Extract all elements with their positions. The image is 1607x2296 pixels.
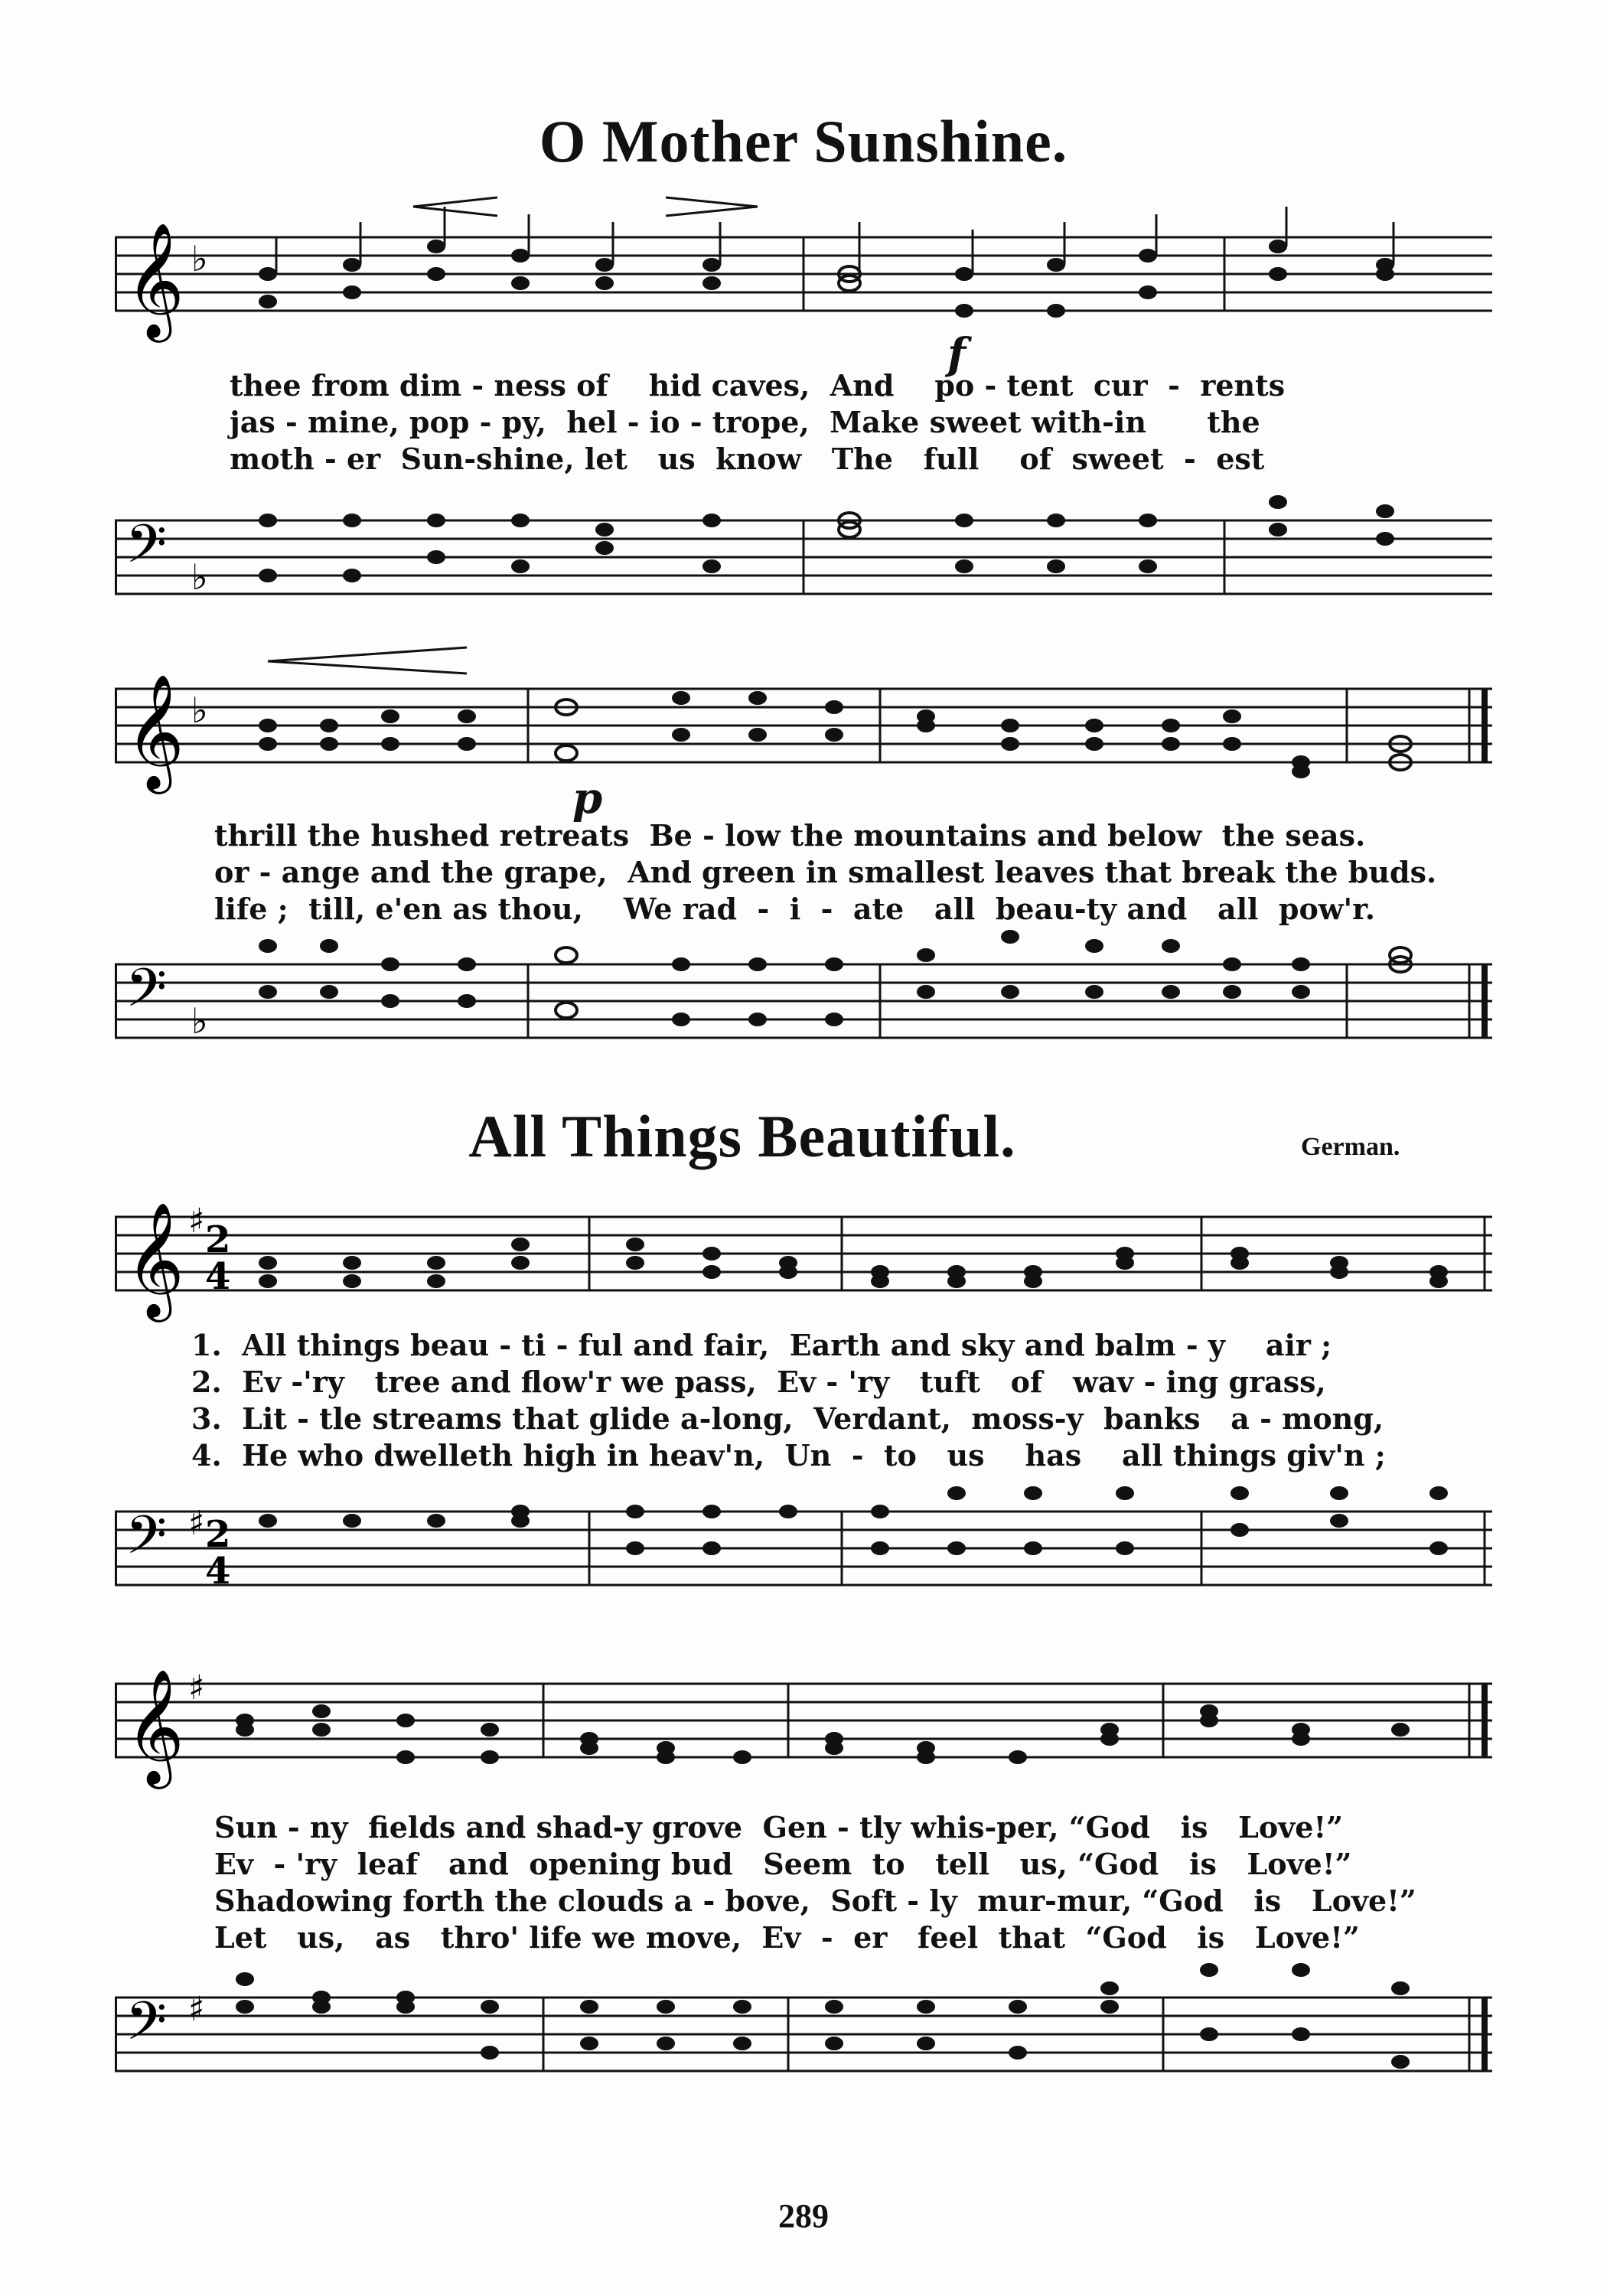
sharp-icon: ♯ bbox=[188, 1202, 205, 1241]
lyric-line-hymn1-s2-v1: thrill the hushed retreats Be - low the mountains and below the seas. bbox=[214, 818, 1366, 853]
hymn-title-mother-sunshine: O Mother Sunshine. bbox=[539, 108, 1068, 174]
bass-clef-icon: 𝄢 bbox=[125, 513, 168, 588]
time-signature-bottom: 4 bbox=[205, 1550, 231, 1593]
bass-clef-icon: 𝄢 bbox=[125, 1990, 168, 2065]
decrescendo-icon bbox=[666, 197, 758, 216]
time-signature-bottom: 4 bbox=[205, 1255, 231, 1298]
treble-staff-hymn1-system1 bbox=[115, 191, 1500, 367]
bass-staff-hymn2-system1 bbox=[115, 1473, 1500, 1626]
hymn-title-all-things-beautiful: All Things Beautiful. bbox=[468, 1103, 1016, 1169]
treble-clef-icon: 𝄞 bbox=[125, 673, 184, 789]
treble-notes-hymn2-system2 bbox=[236, 1704, 1410, 1764]
treble-clef-icon: 𝄞 bbox=[125, 1668, 184, 1784]
treble-notes-hymn1-system2 bbox=[259, 691, 1411, 778]
flat-icon: ♭ bbox=[191, 1000, 208, 1042]
sharp-icon: ♯ bbox=[188, 1504, 205, 1543]
bass-staff-hymn2-system2 bbox=[115, 1952, 1500, 2128]
bass-staff-hymn1-system1 bbox=[115, 482, 1500, 651]
lyric-line-hymn2-s2-v3: Shadowing forth the clouds a - bove, Soft - ly mur-mur, “God is Love!” bbox=[214, 1883, 1416, 1918]
bass-staff-hymn1-system2 bbox=[115, 926, 1500, 1094]
sharp-icon: ♯ bbox=[188, 1668, 205, 1707]
lyric-line-hymn2-s1-v4: 4. He who dwelleth high in heav'n, Un - to us has all things giv'n ; bbox=[191, 1438, 1386, 1473]
lyric-line-hymn1-s1-v2: jas - mine, pop - py, hel - io - trope, Make sweet with-in the bbox=[230, 405, 1260, 439]
bass-notes-hymn2-system1 bbox=[259, 1486, 1448, 1555]
time-signature-top: 2 bbox=[205, 1218, 231, 1261]
treble-clef-icon: 𝄞 bbox=[125, 221, 184, 338]
treble-notes-hymn2-system1 bbox=[259, 1238, 1448, 1288]
lyric-line-hymn2-s2-v4: Let us, as thro' life we move, Ev - er feel that “God is Love!” bbox=[214, 1920, 1360, 1955]
dynamic-forte: f bbox=[947, 329, 966, 380]
lyric-line-hymn2-s2-v2: Ev - 'ry leaf and opening bud Seem to tell us, “God is Love!” bbox=[214, 1847, 1352, 1881]
treble-clef-icon: 𝄞 bbox=[125, 1201, 184, 1317]
dynamic-piano: p bbox=[572, 773, 603, 823]
lyric-line-hymn2-s1-v2: 2. Ev -'ry tree and flow'r we pass, Ev - 'ry tuft of wav - ing grass, bbox=[191, 1365, 1326, 1399]
lyric-line-hymn2-s1-v1: 1. All things beau - ti - ful and fair, Earth and sky and balm - y air ; bbox=[191, 1328, 1332, 1362]
bass-clef-icon: 𝄢 bbox=[125, 1504, 168, 1579]
time-signature-top: 2 bbox=[205, 1513, 231, 1556]
hymn-source-attribution: German. bbox=[1301, 1133, 1400, 1161]
crescendo-icon bbox=[413, 197, 497, 216]
lyric-line-hymn1-s1-v3: moth - er Sun-shine, let us know The full of sweet - est bbox=[230, 442, 1265, 476]
lyric-line-hymn2-s1-v3: 3. Lit - tle streams that glide a-long, Verdant, moss-y banks a - mong, bbox=[191, 1401, 1384, 1436]
lyric-line-hymn2-s2-v1: Sun - ny fields and shad-y grove Gen - tly whis-per, “God is Love!” bbox=[214, 1810, 1344, 1844]
treble-staff-hymn1-system2 bbox=[115, 643, 1500, 819]
sharp-icon: ♯ bbox=[188, 1990, 205, 2029]
page-number: 289 bbox=[778, 2197, 829, 2235]
lyric-line-hymn1-s2-v3: life ; till, e'en as thou, We rad - i - ate all beau-ty and all pow'r. bbox=[214, 892, 1375, 926]
crescendo-icon bbox=[268, 647, 467, 673]
treble-staff-hymn2-system2 bbox=[115, 1638, 1500, 1806]
lyric-line-hymn1-s1-v1: thee from dim - ness of hid caves, And po - tent cur - rents bbox=[230, 368, 1286, 403]
treble-staff-hymn2-system1 bbox=[115, 1179, 1500, 1339]
flat-icon: ♭ bbox=[191, 238, 208, 279]
bass-notes-hymn1-system2 bbox=[259, 930, 1411, 1026]
bass-clef-icon: 𝄢 bbox=[125, 957, 168, 1032]
lyric-line-hymn1-s2-v2: or - ange and the grape, And green in smallest leaves that break the buds. bbox=[214, 855, 1437, 889]
flat-icon: ♭ bbox=[191, 556, 208, 598]
flat-icon: ♭ bbox=[191, 690, 208, 731]
